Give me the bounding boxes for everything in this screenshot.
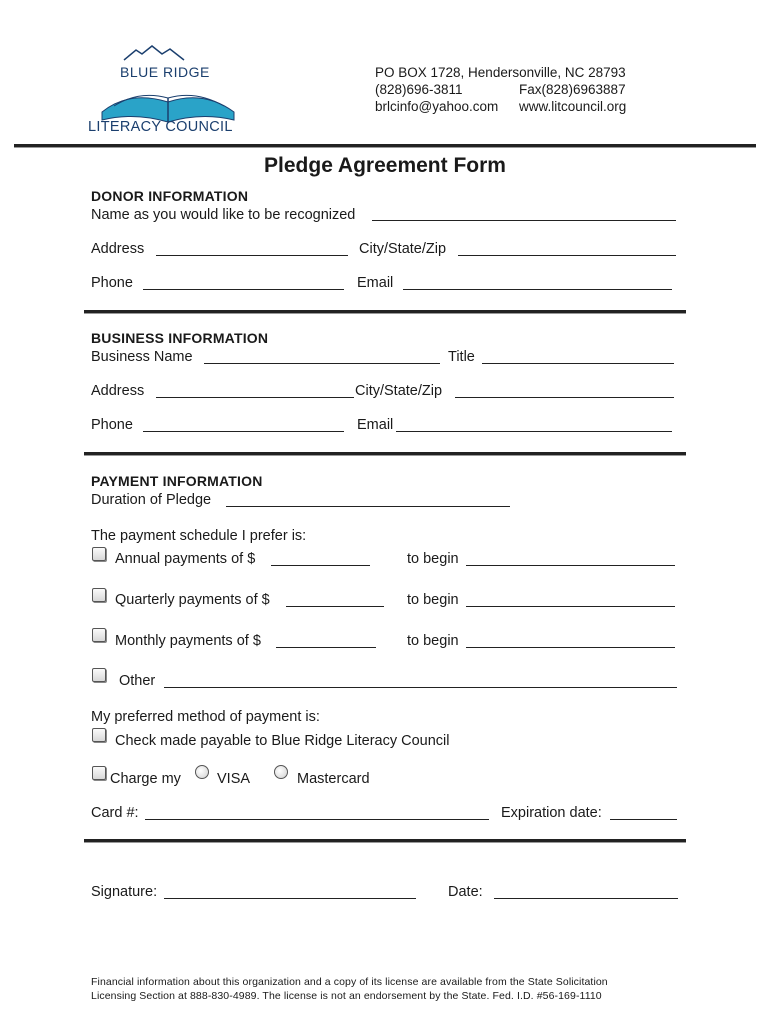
expiration-field[interactable] — [610, 819, 677, 820]
check-label: Check made payable to Blue Ridge Literacy Council — [115, 733, 450, 749]
donor-city-label: City/State/Zip — [359, 241, 447, 257]
donor-phone-label: Phone — [91, 275, 133, 291]
monthly-begin-label: to begin — [407, 633, 459, 649]
monthly-begin-field[interactable] — [466, 647, 675, 648]
donor-email-field[interactable] — [403, 289, 672, 290]
charge-checkbox[interactable] — [92, 766, 106, 780]
annual-amount-field[interactable] — [271, 565, 370, 566]
footer-line-2: Licensing Section at 888-830-4989. The license is not an endorsement by the State. Fed. I.D. #56-169-1110 — [91, 990, 602, 1002]
other-field[interactable] — [164, 687, 677, 688]
business-address-field[interactable] — [156, 397, 354, 398]
logo-name-bottom: LITERACY COUNCIL — [88, 119, 233, 135]
duration-field[interactable] — [226, 506, 510, 507]
donor-phone-field[interactable] — [143, 289, 344, 290]
donor-address-field[interactable] — [156, 255, 348, 256]
schedule-label: The payment schedule I prefer is: — [91, 528, 307, 544]
contact-fax: Fax(828)6963887 — [519, 82, 626, 97]
footer-line-1: Financial information about this organization and a copy of its license are available from the State Solicitation — [91, 976, 608, 988]
signature-field[interactable] — [164, 898, 416, 899]
monthly-amount-field[interactable] — [276, 647, 376, 648]
quarterly-amount-field[interactable] — [286, 606, 384, 607]
quarterly-checkbox[interactable] — [92, 588, 106, 602]
visa-radio[interactable] — [195, 765, 209, 779]
donor-name-field[interactable] — [372, 220, 676, 221]
donor-city-field[interactable] — [458, 255, 676, 256]
business-phone-field[interactable] — [143, 431, 344, 432]
contact-address: PO BOX 1728, Hendersonville, NC 28793 — [375, 65, 626, 80]
business-email-label: Email — [357, 417, 394, 433]
business-heading: BUSINESS INFORMATION — [91, 330, 269, 346]
monthly-checkbox[interactable] — [92, 628, 106, 642]
payment-heading: PAYMENT INFORMATION — [91, 473, 263, 489]
expiration-label: Expiration date: — [501, 805, 602, 821]
annual-begin-label: to begin — [407, 551, 459, 567]
donor-heading: DONOR INFORMATION — [91, 188, 249, 204]
visa-label: VISA — [217, 771, 251, 787]
logo-name-top: BLUE RIDGE — [120, 64, 210, 80]
other-label: Other — [119, 673, 156, 689]
business-name-label: Business Name — [91, 349, 193, 365]
section-rule-3 — [84, 839, 686, 843]
mastercard-radio[interactable] — [274, 765, 288, 779]
contact-email: brlcinfo@yahoo.com — [375, 99, 499, 114]
duration-label: Duration of Pledge — [91, 492, 212, 508]
business-title-field[interactable] — [482, 363, 674, 364]
mastercard-label: Mastercard — [297, 771, 370, 787]
business-name-field[interactable] — [204, 363, 440, 364]
section-rule-1 — [84, 310, 686, 314]
business-phone-label: Phone — [91, 417, 133, 433]
other-checkbox[interactable] — [92, 668, 106, 682]
date-label: Date: — [448, 884, 483, 900]
business-address-label: Address — [91, 383, 145, 399]
method-label: My preferred method of payment is: — [91, 709, 320, 725]
annual-begin-field[interactable] — [466, 565, 675, 566]
date-field[interactable] — [494, 898, 678, 899]
annual-checkbox[interactable] — [92, 547, 106, 561]
check-checkbox[interactable] — [92, 728, 106, 742]
section-rule-2 — [84, 452, 686, 456]
charge-label: Charge my — [110, 771, 181, 787]
signature-label: Signature: — [91, 884, 158, 900]
business-title-label: Title — [448, 349, 475, 365]
donor-email-label: Email — [357, 275, 394, 291]
business-city-label: City/State/Zip — [355, 383, 443, 399]
page-title: Pledge Agreement Form — [264, 154, 506, 177]
business-email-field[interactable] — [396, 431, 672, 432]
contact-phone: (828)696-3811 — [375, 82, 463, 97]
contact-website: www.litcouncil.org — [519, 99, 627, 114]
logo — [84, 40, 254, 140]
donor-name-label: Name as you would like to be recognized — [91, 207, 356, 223]
quarterly-begin-label: to begin — [407, 592, 459, 608]
card-number-label: Card #: — [91, 805, 139, 821]
annual-label: Annual payments of $ — [115, 551, 256, 567]
quarterly-label: Quarterly payments of $ — [115, 592, 270, 608]
monthly-label: Monthly payments of $ — [115, 633, 261, 649]
card-number-field[interactable] — [145, 819, 489, 820]
header-rule — [14, 144, 756, 148]
donor-address-label: Address — [91, 241, 145, 257]
business-city-field[interactable] — [455, 397, 674, 398]
quarterly-begin-field[interactable] — [466, 606, 675, 607]
